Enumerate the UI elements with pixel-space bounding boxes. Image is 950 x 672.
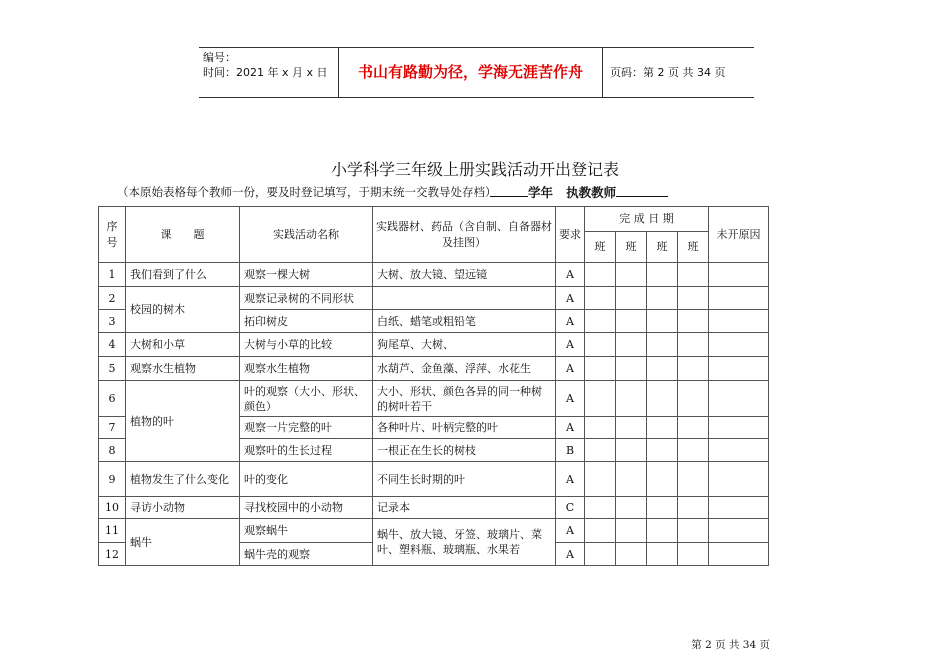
row-topic: 植物发生了什么变化 [126,462,240,497]
col-activity: 实践活动名称 [240,207,373,263]
date-cell[interactable] [647,263,678,287]
row-activity: 蜗牛壳的观察 [240,543,373,566]
row-activity: 观察蜗牛 [240,519,373,543]
row-no: 3 [99,310,126,333]
table-row [99,333,769,357]
reason-cell[interactable] [709,497,769,519]
date-cell[interactable] [616,497,647,519]
registration-table [98,206,769,566]
date-cell[interactable] [647,310,678,333]
date-cell[interactable] [678,310,709,333]
date-cell[interactable] [678,417,709,439]
table-row [99,519,769,543]
table-row [99,381,769,417]
row-materials: 狗尾草、大树、 [373,333,556,357]
date-cell[interactable] [647,333,678,357]
row-topic: 植物的叶 [126,381,240,462]
col-class-1: 班 [585,232,616,263]
date-cell[interactable] [678,543,709,566]
date-cell[interactable] [616,263,647,287]
row-requirement: A [556,381,585,417]
date-cell[interactable] [647,497,678,519]
reason-cell[interactable] [709,287,769,310]
row-topic: 校园的树木 [126,287,240,333]
row-activity: 观察叶的生长过程 [240,439,373,462]
date-cell[interactable] [647,519,678,543]
date-cell[interactable] [616,287,647,310]
table-row [99,357,769,381]
reason-cell[interactable] [709,333,769,357]
row-materials: 蜗牛、放大镜、牙签、玻璃片、菜叶、塑料瓶、玻璃瓶、水果若 [373,519,556,566]
row-no: 2 [99,287,126,310]
date-cell[interactable] [647,543,678,566]
table-row [99,462,769,497]
date-cell[interactable] [678,519,709,543]
row-requirement: A [556,287,585,310]
date-cell[interactable] [585,357,616,381]
date-cell[interactable] [585,287,616,310]
date-cell[interactable] [616,417,647,439]
row-activity: 拓印树皮 [240,310,373,333]
col-no: 序号 [99,207,126,263]
teacher-label: 执教教师 [566,185,617,200]
row-no: 10 [99,497,126,519]
row-requirement: A [556,310,585,333]
row-activity: 大树与小草的比较 [240,333,373,357]
reason-cell[interactable] [709,263,769,287]
date-cell[interactable] [585,519,616,543]
row-no: 7 [99,417,126,439]
row-no: 9 [99,462,126,497]
row-no: 6 [99,381,126,417]
code-label: 编号： [203,51,236,64]
row-activity: 观察水生植物 [240,357,373,381]
col-requirement: 要求 [556,207,585,263]
date-cell[interactable] [647,417,678,439]
reason-cell[interactable] [709,439,769,462]
row-activity: 寻找校园中的小动物 [240,497,373,519]
table-row [99,287,769,310]
date-cell[interactable] [678,287,709,310]
date-cell[interactable] [647,357,678,381]
row-no: 5 [99,357,126,381]
row-activity: 叶的观察（大小、形状、颜色） [240,381,373,417]
date-cell[interactable] [585,333,616,357]
date-cell[interactable] [616,439,647,462]
row-materials: 白纸、蜡笔或粗铅笔 [373,310,556,333]
date-cell[interactable] [616,357,647,381]
date-cell[interactable] [678,497,709,519]
row-activity: 观察一片完整的叶 [240,417,373,439]
year-label: 学年 [528,185,554,200]
reason-cell[interactable] [709,519,769,543]
date-cell[interactable] [585,439,616,462]
col-class-3: 班 [647,232,678,263]
date-cell[interactable] [585,417,616,439]
date-cell[interactable] [647,287,678,310]
row-topic: 大树和小草 [126,333,240,357]
header-meta [203,50,328,80]
row-materials: 记录本 [373,497,556,519]
col-completion-date: 完 成 日 期 [585,207,709,232]
reason-cell[interactable] [709,357,769,381]
row-requirement: C [556,497,585,519]
table-row [99,263,769,287]
date-cell[interactable] [585,263,616,287]
date-cell[interactable] [647,462,678,497]
date-cell[interactable] [616,519,647,543]
row-topic: 观察水生植物 [126,357,240,381]
row-requirement: A [556,543,585,566]
row-no: 8 [99,439,126,462]
col-class-4: 班 [678,232,709,263]
col-topic: 课 题 [126,207,240,263]
row-materials: 大小、形状、颜色各异的同一种树的树叶若干 [373,381,556,417]
row-materials: 大树、放大镜、望远镜 [373,263,556,287]
row-requirement: A [556,417,585,439]
row-no: 12 [99,543,126,566]
date-cell[interactable] [616,333,647,357]
page-footer: 第 2 页 共 34 页 [691,639,770,651]
reason-cell[interactable] [709,462,769,497]
row-requirement: A [556,462,585,497]
table-row [99,497,769,519]
date-cell[interactable] [585,310,616,333]
row-topic: 蜗牛 [126,519,240,566]
table-header-row [99,207,769,232]
date-cell[interactable] [585,462,616,497]
reason-cell[interactable] [709,417,769,439]
col-not-done-reason: 未开原因 [709,207,769,263]
row-no: 1 [99,263,126,287]
row-materials: 各种叶片、叶柄完整的叶 [373,417,556,439]
row-materials [373,287,556,310]
row-materials: 水葫芦、金鱼藻、浮萍、水花生 [373,357,556,381]
row-materials: 一根正在生长的树枝 [373,439,556,462]
date-cell[interactable] [678,333,709,357]
row-materials: 不同生长时期的叶 [373,462,556,497]
row-requirement: A [556,357,585,381]
reason-cell[interactable] [709,310,769,333]
instruction-note: （本原始表格每个教师一份，要及时登记填写，于期末统一交教导处存档） [117,185,497,199]
reason-cell[interactable] [709,543,769,566]
row-requirement: A [556,333,585,357]
document-title: 小学科学三年级上册实践活动开出登记表 [330,160,619,179]
teacher-blank[interactable] [616,184,668,197]
date-cell[interactable] [585,497,616,519]
date-cell[interactable] [678,462,709,497]
header-motto: 书山有路勤为径，学海无涯苦作舟 [338,48,603,97]
row-no: 4 [99,333,126,357]
page-header [199,47,754,98]
header-page-number: 页码：第 2 页 共 34 页 [610,66,726,79]
date-cell[interactable] [678,263,709,287]
date-cell[interactable] [647,439,678,462]
date-cell[interactable] [616,543,647,566]
date-cell[interactable] [585,381,616,417]
date-cell[interactable] [678,439,709,462]
row-requirement: B [556,439,585,462]
col-materials: 实践器材、药品（含自制、自备器材及挂图） [373,207,556,263]
date-cell[interactable] [616,462,647,497]
time-label: 时间：2021 年 x 月 x 日 [203,66,328,79]
row-requirement: A [556,263,585,287]
row-activity: 观察一棵大树 [240,263,373,287]
row-topic: 我们看到了什么 [126,263,240,287]
date-cell[interactable] [678,357,709,381]
row-activity: 观察记录树的不同形状 [240,287,373,310]
col-class-2: 班 [616,232,647,263]
row-no: 11 [99,519,126,543]
date-cell[interactable] [616,381,647,417]
row-topic: 寻访小动物 [126,497,240,519]
year-blank[interactable] [490,184,528,197]
date-cell[interactable] [678,381,709,417]
date-cell[interactable] [585,543,616,566]
date-cell[interactable] [616,310,647,333]
row-requirement: A [556,519,585,543]
year-teacher-line [490,183,668,201]
reason-cell[interactable] [709,381,769,417]
row-activity: 叶的变化 [240,462,373,497]
date-cell[interactable] [647,381,678,417]
